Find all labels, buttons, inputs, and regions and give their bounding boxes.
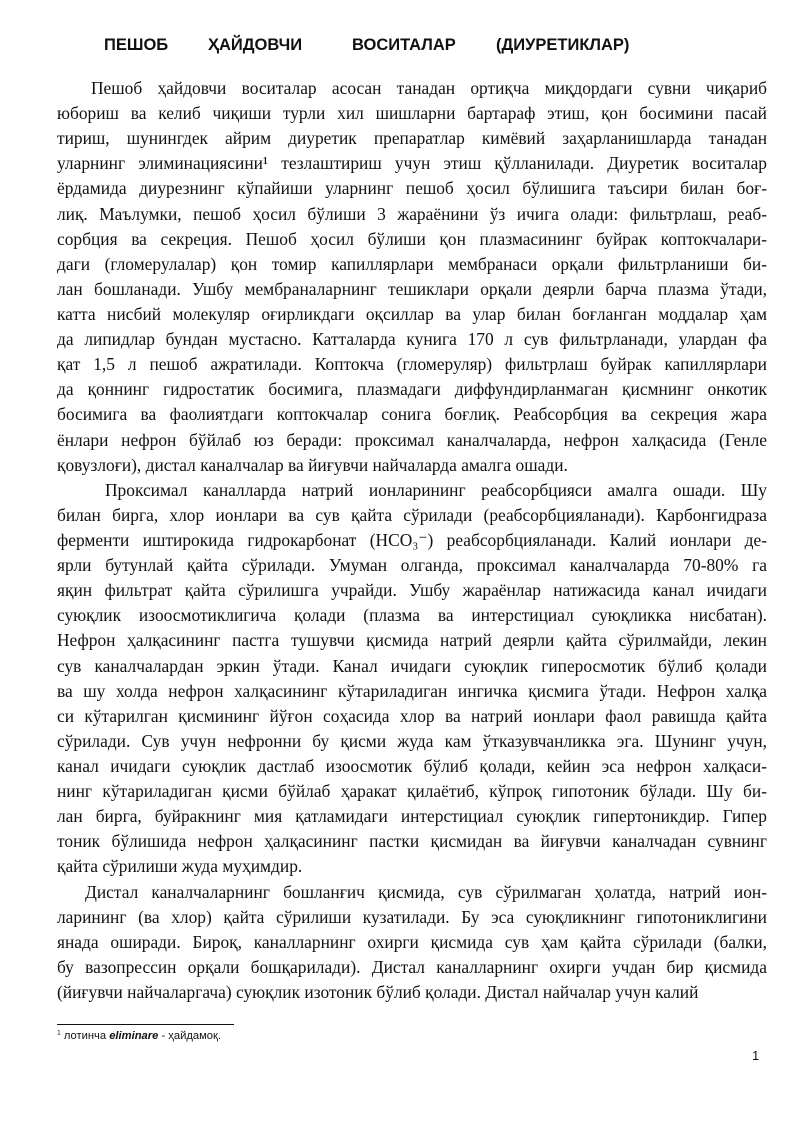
title-word-3: ВОСИТАЛАР: [352, 36, 456, 54]
text-line: яқин фильтрат қайта сўрилишга учрайди. Ушбу жараёнлар натижасида канал ичидаги: [57, 580, 767, 601]
page-title: [104, 36, 764, 62]
text-line: билан бирга, хлор ионлари ва сув қайта сўрилади (реабсорбцияланади). Карбонгидраза: [57, 504, 767, 525]
text-line: бу вазопрессин орқали бошқарилади). Дистал каналларнинг охирги учдан бир қисмида: [57, 956, 767, 977]
text-line: нинг кўтариладиган қисми бўйлаб ҳаракат қилаётиб, кўпроқ гипотоник бўлади. Шу би-: [57, 781, 767, 802]
text-line: қат 1,5 л пешоб ажратилади. Коптокча (гломеруляр) фильтрлаш буйрак капиллярлари: [57, 354, 767, 375]
text-line: сўрилади. Сув учун нефронни бу қисми жуда кам ўтказувчанликка эга. Шунинг учун,: [57, 730, 767, 751]
footnote-suffix: - ҳайдамоқ.: [158, 1030, 222, 1042]
text-line: канал ичидаги суюқлик дастлаб изоосмотик бўлиб қолади, кейин эса нефрон халқаси-: [57, 755, 767, 776]
document-body: [57, 76, 767, 1005]
text-line: ёнлари нефрон бўйлаб юз беради: проксимал каналчаларда, нефрон халқасида (Генле: [57, 429, 767, 450]
text-line: даги (гломерулалар) қон томир капиллярлари мембранаси орқали фильтрланиши би-: [57, 253, 767, 274]
text-line: уларнинг элиминациясини¹ тезлаштириш учун этиш қўлланилади. Диуретик воситалар: [57, 153, 767, 174]
text-line: (йиғувчи найчаларгача) суюқлик изотоник бўлиб қолади. Дистал найчалар учун калий: [57, 981, 699, 1002]
text-line: си кўтарилган қисмининг йўғон соҳасида хлор ва натрий ионлари фаол равишда қайта: [57, 705, 767, 726]
title-word-4: (ДИУРЕТИКЛАР): [496, 36, 630, 54]
text-line: ярли бутунлай қайта сўрилади. Умуман олганда, проксимал каналчаларда 70-80% га: [57, 555, 767, 576]
text-line: да липидлар бундан мустасно. Катталарда кунига 170 л сув фильтрланади, улардан фа: [57, 329, 767, 350]
text-line: тоник бўлишида нефрон ҳалқасининг пастки қисмидан ва йиғувчи каналчадан сувнинг: [57, 831, 767, 852]
footnote-term: eliminare: [109, 1030, 159, 1042]
text-line: ва шу холда нефрон халқасининг кўтариладиган ингичка қисмига ўтади. Нефрон халқа: [57, 680, 767, 701]
text-line: лан бошланади. Ушбу мембраналарнинг тешиклари орқали деярли барча плазма ўтади,: [57, 278, 767, 299]
text-line: Нефрон ҳалқасининг пастга тушувчи қисмида натрий деярли қайта сўрилмайди, лекин: [57, 630, 767, 651]
text-line: сув каналчалардан эркин ўтади. Канал ичидаги суюқлик гиперосмотик бўлиб қолади: [57, 655, 767, 676]
text-line: тириш, шунингдек айрим диуретик препаратлар кимёвий заҳарланишларда танадан: [57, 128, 767, 149]
text-line: суюқлик изоосмотиклигича қолади (плазма ва интерстициал суюқликка нисбатан).: [57, 605, 767, 626]
title-word-1: ПЕШОБ: [104, 36, 169, 54]
footnote-marker: 1: [57, 1029, 61, 1037]
page-number: 1: [752, 1048, 760, 1063]
text-line: қайта сўрилиши жуда муҳимдир.: [57, 856, 303, 877]
paragraph: [57, 478, 767, 880]
paragraph: [57, 76, 767, 478]
title-word-2: ҲАЙДОВЧИ: [208, 36, 303, 54]
text-line: ёрдамида диурезнинг кўпайиши уларнинг пешоб ҳосил бўлишига таъсири билан боғ-: [57, 178, 767, 199]
text-line: босимига ва фаолиятдаги коптокчалар сонига боғлиқ. Реабсорбция ва секреция жара: [57, 404, 767, 425]
text-line: қовузлоғи), дистал каналчалар ва йиғувчи найчаларда амалга ошади.: [57, 454, 568, 475]
text-line: Дистал каналчаларнинг бошланғич қисмида, сув сўрилмаган ҳолатда, натрий ион-: [85, 881, 767, 902]
footnote-prefix: лотинча: [60, 1030, 110, 1042]
footnote-separator: [57, 1024, 234, 1025]
text-line: Пешоб ҳайдовчи воситалар асосан танадан ортиқча миқдордаги сувни чиқариб: [91, 78, 767, 98]
text-line: Проксимал каналларда натрий ионларининг реабсорбцияси амалга ошади. Шу: [105, 479, 767, 500]
text-line: катта нисбий молекуляр оғирликдаги оқсиллар ва улар билан боғланган моддалар ҳам: [57, 303, 767, 324]
text-line: лан бирга, буйракнинг мия қатламидаги интерстициал суюқлик гипертоникдир. Гипер: [57, 806, 767, 827]
text-line: лиқ. Маълумки, пешоб ҳосил бўлиши 3 жараёнини ўз ичига олади: фильтрлаш, реаб-: [57, 203, 767, 224]
footnote: [57, 1030, 657, 1042]
text-line: сорбция ва секреция. Пешоб ҳосил бўлиши қон плазмасининг буйрак коптокчалари-: [57, 228, 767, 249]
text-line: янада оширади. Бироқ, каналларнинг охирги қисмида сув ҳам қайта сўрилади (балки,: [57, 931, 767, 952]
text-line: юбориш ва келиб чиқиши турли хил шишларни бартараф этиш, қон босимини пасай: [57, 103, 767, 124]
text-line: да қоннинг гидростатик босимига, плазмадаги диффундирланмаган қисмнинг онкотик: [57, 379, 767, 400]
text-line: ларининг (ва хлор) қайта сўрилиши кузатилади. Бу эса суюқликнинг гипотониклигини: [57, 906, 767, 927]
paragraph: [57, 880, 767, 1006]
text-line: ферменти иштирокида гидрокарбонат (HCO₃⁻) реабсорбцияланади. Калий ионлари де-: [57, 529, 767, 550]
